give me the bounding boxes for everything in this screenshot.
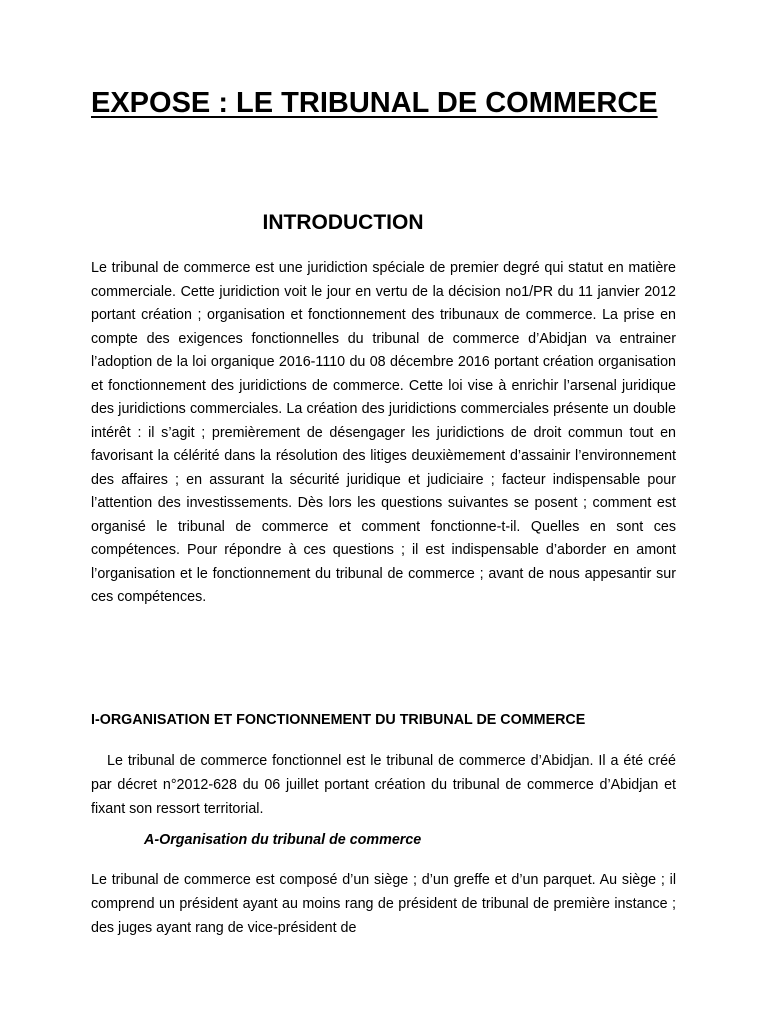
introduction-heading: INTRODUCTION xyxy=(262,211,424,234)
subsection-paragraph: Le tribunal de commerce est composé d’un siège ; d’un greffe et d’un parquet. Au siège ; il comprend un président ayant au moins rang de président de tribunal de première instance ; des juges ayant rang de vice-président de xyxy=(91,872,676,936)
section-paragraph: Le tribunal de commerce fonctionnel est le tribunal de commerce d’Abidjan. Il a été créé par décret n°2012-628 du 06 juillet portant création du tribunal de commerce d’Abidjan et fixant son ressort territorial. xyxy=(91,753,676,817)
document-title: EXPOSE : LE TRIBUNAL DE COMMERCE xyxy=(91,87,658,119)
introduction-paragraph: Le tribunal de commerce est une juridiction spéciale de premier degré qui statut en matière commerciale. Cette juridiction voit le jour en vertu de la décision no1/PR du 11 janvier 2012 portant création ; organisation et fonctionnement des tribunaux de commerce. La prise en compte des exigences fonctionnelles du tribunal de commerce d’Abidjan va entrainer l’adoption de la loi organique 2016-1110 du 08 décembre 2016 portant création organisation et fonctionnement des juridictions de commerce. Cette loi vise à enrichir l’arsenal juridique des juridictions commerciales. La création des juridictions commerciales présente un double intérêt : il s’agit ; premièrement de désengager les juridictions de droit commun tout en favorisant la célérité dans la résolution des litiges deuxièmement d’assainir l’environnement des affaires ; en assurant la sécurité juridique et judiciaire ; facteur indispensable pour l’attention des investissements. Dès lors les questions suivantes se posent ; comment est organisé le tribunal de commerce et comment fonctionne-t-il. Quelles en sont ces compétences. Pour répondre à ces questions ; il est indispensable d’aborder en amont l’organisation et le fonctionnement du tribunal de commerce ; avant de nous appesantir sur ces compétences. xyxy=(91,260,676,605)
subsection-heading-organisation: A-Organisation du tribunal de commerce xyxy=(144,832,422,848)
section-heading-organisation: I-ORGANISATION ET FONCTIONNEMENT DU TRIBUNAL DE COMMERCE xyxy=(91,712,586,728)
